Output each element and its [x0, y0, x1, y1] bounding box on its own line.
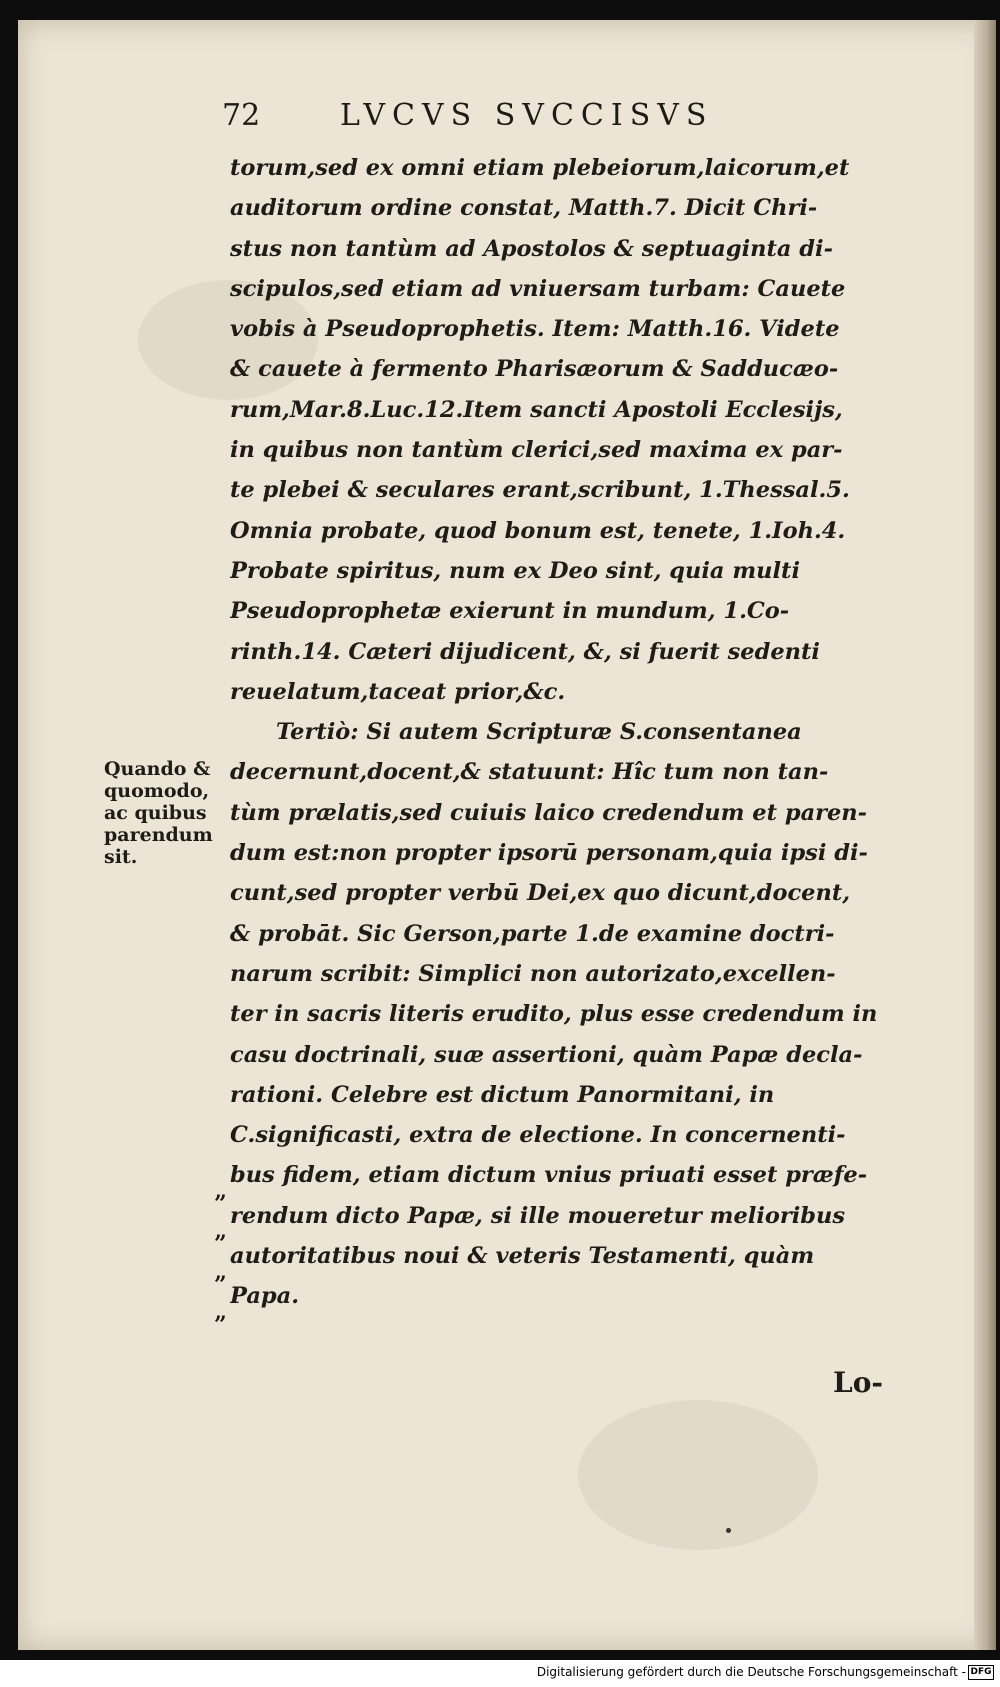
paper-stain [578, 1400, 818, 1550]
text-line: autoritatibus noui & veteris Testamenti, quàm [230, 1243, 815, 1270]
text-line: scipulos,sed etiam ad vniuersam turbam: Cauete [230, 275, 846, 302]
catchword: Lo- [833, 1366, 883, 1399]
text-line: bus fidem, etiam dictum vnius priuati esset præfe- [230, 1162, 868, 1189]
marginal-note-line: ac quibus [104, 802, 207, 824]
main-text-block [230, 148, 910, 1317]
digitization-credit: Digitalisierung gefördert durch die Deutsche Forschungsgemeinschaft - [536, 1665, 966, 1679]
text-line: Pseudoprophetæ exierunt in mundum, 1.Co- [230, 598, 790, 625]
quote-mark: ” [214, 1271, 227, 1298]
quotation-marks [214, 1184, 234, 1345]
book-page [18, 20, 996, 1650]
text-line: & probāt. Sic Gerson,parte 1.de examine doctri- [230, 920, 835, 947]
dfg-logo: DFG [968, 1665, 994, 1680]
text-line: auditorum ordine constat, Matth.7. Dicit Chri- [230, 195, 818, 222]
text-line: rationi. Celebre est dictum Panormitani, in [230, 1081, 775, 1108]
ink-dot [726, 1528, 731, 1533]
text-line: rendum dicto Papæ, si ille moueretur melioribus [230, 1202, 846, 1229]
marginal-note [104, 758, 234, 868]
marginal-note-line: Quando & [104, 758, 211, 780]
page-edge [974, 20, 996, 1650]
marginal-note-line: parendum [104, 824, 213, 846]
text-line: rum,Mar.8.Luc.12.Item sancti Apostoli Ecclesijs, [230, 396, 843, 423]
text-line: Papa. [230, 1283, 300, 1310]
text-line: torum,sed ex omni etiam plebeiorum,laicorum,et [230, 155, 850, 181]
text-line: te plebei & seculares erant,scribunt, 1.Thessal.5. [230, 477, 850, 504]
text-line: reuelatum,taceat prior,&c. [230, 678, 566, 705]
text-line: Probate spiritus, num ex Deo sint, quia multi [230, 557, 800, 584]
running-head: LVCVS SVCCISVS [340, 98, 714, 133]
page-header [18, 98, 996, 138]
marginal-note-line: sit. [104, 846, 138, 868]
text-line: in quibus non tantùm clerici,sed maxima ex par- [230, 437, 843, 464]
text-line: Tertiò: Si autem Scripturæ S.consentanea [276, 719, 802, 746]
text-line: stus non tantùm ad Apostolos & septuaginta di- [230, 235, 833, 262]
text-line: dum est:non propter ipsorū personam,quia ipsi di- [230, 840, 868, 867]
quote-mark: ” [214, 1231, 227, 1258]
text-line: ter in sacris literis erudito, plus esse credendum in [230, 1001, 878, 1028]
quote-mark: ” [214, 1191, 227, 1217]
text-line: Omnia probate, quod bonum est, tenete, 1.Ioh.4. [230, 517, 846, 544]
text-line: rinth.14. Cæteri dijudicent, &, si fuerit sedenti [230, 638, 820, 665]
quote-mark: ” [214, 1311, 227, 1338]
text-line: & cauete à fermento Pharisæorum & Sadducæo- [230, 356, 839, 383]
text-line: narum scribit: Simplici non autorizato,excellen- [230, 960, 836, 987]
text-line: cunt,sed propter verbū Dei,ex quo dicunt,docent, [230, 880, 851, 907]
text-line: tùm prælatis,sed cuiuis laico credendum et paren- [230, 799, 868, 826]
page-number: 72 [222, 98, 261, 133]
text-line: casu doctrinali, suæ assertioni, quàm Papæ decla- [230, 1041, 863, 1068]
marginal-note-line: quomodo, [104, 780, 210, 802]
text-line: C.significasti, extra de electione. In concernenti- [230, 1122, 846, 1149]
text-line: decernunt,docent,& statuunt: Hîc tum non tan- [230, 759, 829, 786]
text-line: vobis à Pseudoprophetis. Item: Matth.16. Videte [230, 316, 840, 343]
